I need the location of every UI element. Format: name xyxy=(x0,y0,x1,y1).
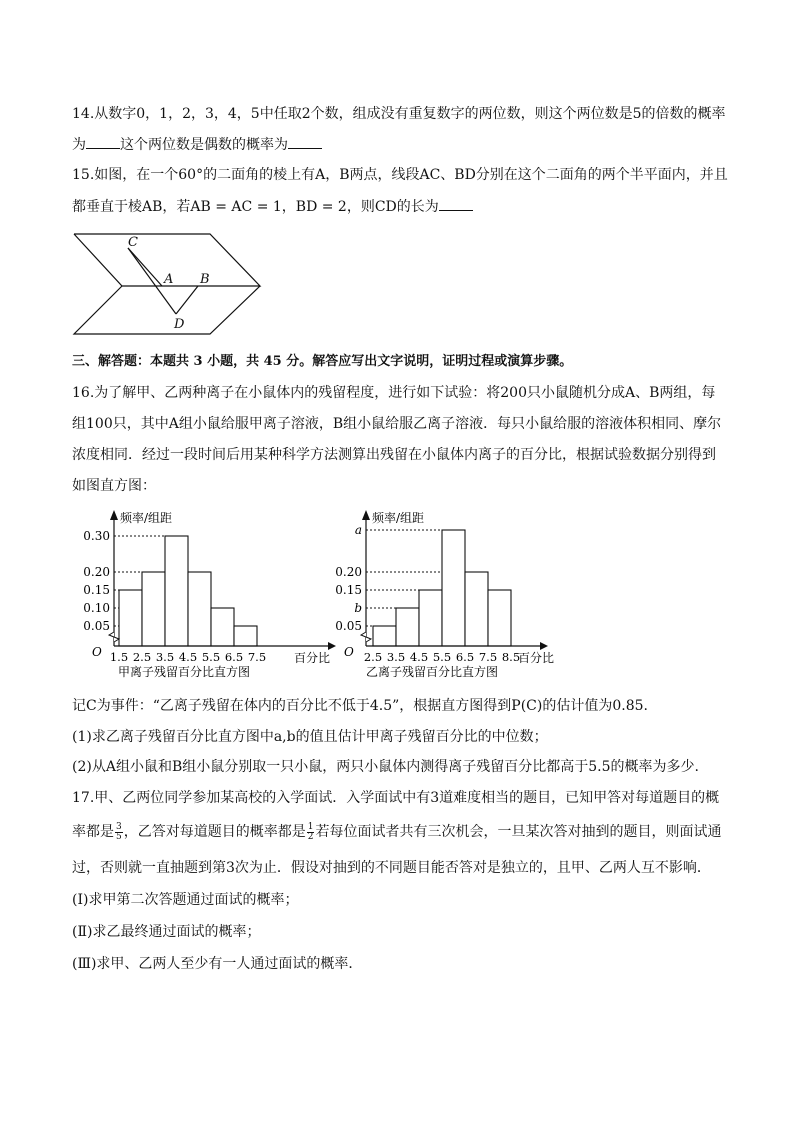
origin-label: O xyxy=(344,645,354,659)
axis-break-icon xyxy=(109,632,119,642)
fraction-1-2 xyxy=(307,823,315,842)
x-tick-label: 1.5 xyxy=(109,650,129,664)
x-tick-label: 5.5 xyxy=(432,650,452,664)
y-axis-arrow xyxy=(110,510,118,520)
x-tick-label: 6.5 xyxy=(224,650,244,664)
dihedral-angle-figure xyxy=(70,228,270,338)
x-tick-label: 3.5 xyxy=(155,650,175,664)
q17-part-2: (Ⅱ)求乙最终通过面试的概率； xyxy=(72,924,261,940)
chart-title: 甲离子残留百分比直方图 xyxy=(118,665,251,679)
q16-line: 如图直方图： xyxy=(72,478,156,494)
y-axis-arrow xyxy=(362,510,370,520)
histogram-yi xyxy=(322,508,592,688)
x-tick-label: 5.5 xyxy=(201,650,221,664)
x-tick-label: 6.5 xyxy=(455,650,475,664)
q16-part-2: (2)从A组小鼠和B组小鼠分别取一只小鼠，两只小鼠体内测得离子残留百分比都高于5.5的概率为多少. xyxy=(72,759,699,775)
q17-line2 xyxy=(72,822,721,842)
histogram-bar xyxy=(419,590,442,646)
histogram-bar xyxy=(373,626,396,646)
answer-blank xyxy=(439,196,473,211)
segment-ac xyxy=(128,248,162,286)
y-tick-label: 0.05 xyxy=(335,619,362,633)
q16-line: 组100只，其中A组小鼠给服甲离子溶液，B组小鼠给服乙离子溶液．每只小鼠给服的溶液体积相同、摩尔 xyxy=(72,416,722,432)
q17-part-1: (Ⅰ)求甲第二次答题通过面试的概率； xyxy=(72,892,299,908)
chart-title: 乙离子残留百分比直方图 xyxy=(366,665,499,679)
histogram-bar xyxy=(211,608,234,646)
histogram-bar xyxy=(119,590,142,646)
histogram-bar xyxy=(234,626,257,646)
fraction-numerator: 1 xyxy=(307,821,314,832)
q17-line2-b: ，乙答对每道题目的概率都是 xyxy=(123,824,306,840)
label-c: C xyxy=(128,235,138,250)
x-tick-label: 7.5 xyxy=(247,650,267,664)
x-axis-label: 百分比 xyxy=(294,651,331,665)
fraction-denominator: 2 xyxy=(307,831,314,842)
q17-line2-c: 若每位面试者共有三次机会，一旦某次答对抽到的题目，则面试通 xyxy=(315,824,722,840)
x-tick-label: 2.5 xyxy=(363,650,383,664)
q17-line1: 17.甲、乙两位同学参加某高校的入学面试．入学面试中有3道难度相当的题目，已知甲答对每道题目的概 xyxy=(72,790,720,806)
q16-line: 浓度相同．经过一段时间后用某种科学方法测算出残留在小鼠体内离子的百分比，根据试验数据分别得到 xyxy=(72,447,716,463)
x-axis-label: 百分比 xyxy=(518,651,555,665)
q17-line2-a: 率都是 xyxy=(72,824,114,840)
q14-line2-a: 为 xyxy=(72,137,86,153)
histogram-bar xyxy=(465,572,488,646)
q15-line2 xyxy=(72,196,473,217)
lower-half-plane xyxy=(74,286,260,334)
x-tick-label: 3.5 xyxy=(386,650,406,664)
section-3-heading: 三、解答题：本题共 3 小题，共 45 分。解答应写出文字说明，证明过程或演算步骤。 xyxy=(72,354,573,369)
y-tick-label: 0.20 xyxy=(335,565,362,579)
x-tick-label: 4.5 xyxy=(178,650,198,664)
q16-part-1: (1)求乙离子残留百分比直方图中a,b的值且估计甲离子残留百分比的中位数； xyxy=(72,729,548,745)
y-tick-label: a xyxy=(354,523,362,537)
fraction-numerator: 3 xyxy=(116,821,122,832)
y-tick-label: 0.15 xyxy=(83,583,110,597)
y-tick-label: 0.20 xyxy=(83,565,110,579)
fraction-3-5 xyxy=(115,823,123,842)
histogram-bar xyxy=(442,530,465,646)
label-a: A xyxy=(164,272,174,287)
y-tick-label: 0.05 xyxy=(83,619,110,633)
x-tick-label: 8.5 xyxy=(501,650,521,664)
origin-label: O xyxy=(92,645,102,659)
histogram-bar xyxy=(142,572,165,646)
y-tick-label: 0.30 xyxy=(83,529,110,543)
histogram-bar xyxy=(396,608,419,646)
q14-line2-b: 这个两位数是偶数的概率为 xyxy=(120,137,288,153)
y-tick-label: 0.15 xyxy=(335,583,362,597)
x-tick-label: 4.5 xyxy=(409,650,429,664)
q17-part-3: (Ⅲ)求甲、乙两人至少有一人通过面试的概率． xyxy=(72,956,363,972)
axis-break-icon xyxy=(361,632,371,642)
q14-line1: 14.从数字0，1，2，3，4，5中任取2个数，组成没有重复数字的两位数，则这个两位数是5的倍数的概率 xyxy=(72,106,726,122)
label-d: D xyxy=(174,317,185,332)
histogram-bar xyxy=(488,590,511,646)
y-axis-label: 频率/组距 xyxy=(120,511,173,525)
label-b: B xyxy=(200,272,210,287)
histogram-jia xyxy=(70,508,340,688)
q16-line: 16.为了解甲、乙两种离子在小鼠体内的残留程度，进行如下试验：将200只小鼠随机分成A、B两组，每 xyxy=(72,385,716,401)
y-tick-label: b xyxy=(354,601,362,615)
x-tick-label: 2.5 xyxy=(132,650,152,664)
y-axis-label: 频率/组距 xyxy=(372,511,425,525)
answer-blank xyxy=(86,134,120,149)
histogram-bar xyxy=(165,536,188,646)
q14-line2 xyxy=(72,134,322,155)
q15-line1: 15.如图，在一个60°的二面角的棱上有A，B两点，线段AC、BD分别在这个二面角的两个半平面内，并且 xyxy=(72,167,728,183)
y-tick-label: 0.10 xyxy=(83,601,110,615)
fraction-denominator: 5 xyxy=(116,831,122,842)
x-tick-label: 7.5 xyxy=(478,650,498,664)
q15-line2-text: 都垂直于棱AB，若AB = AC = 1，BD = 2，则CD的长为 xyxy=(72,199,439,215)
segment-bd xyxy=(176,286,198,314)
histogram-bar xyxy=(188,572,211,646)
answer-blank xyxy=(288,134,322,149)
q17-line3: 过，否则就一直抽题到第3次为止．假设对抽到的不同题目能否答对是独立的，且甲、乙两人互不影响． xyxy=(72,860,711,876)
x-axis-arrow xyxy=(540,642,548,650)
q16-event-line: 记C为事件：“乙离子残留在体内的百分比不低于4.5”，根据直方图得到P(C)的估计值为0.85. xyxy=(72,698,648,714)
